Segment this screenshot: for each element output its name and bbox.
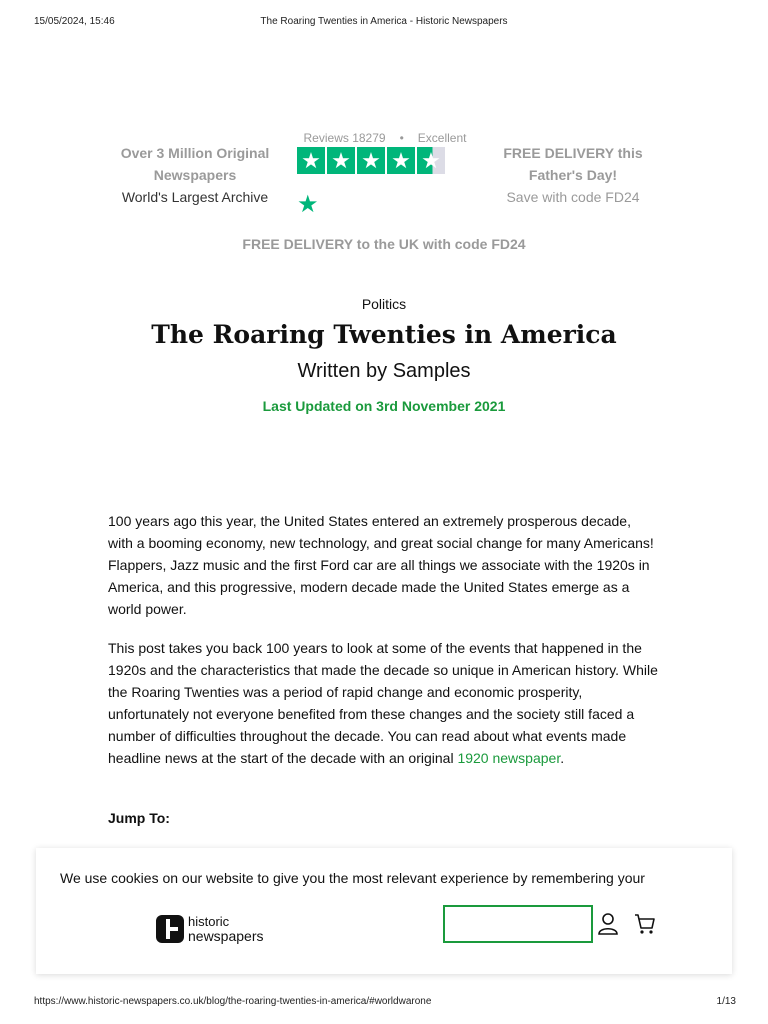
usp-archive-line1: Over 3 Million Original bbox=[120, 145, 270, 161]
article-category[interactable]: Politics bbox=[361, 296, 407, 312]
print-header bbox=[0, 16, 768, 30]
half-star-icon: ★ bbox=[417, 147, 445, 174]
print-datetime: 15/05/2024, 15:46 bbox=[34, 16, 115, 27]
usp-delivery-line3: Save with code FD24 bbox=[506, 189, 640, 205]
usp-delivery-line2: Father's Day! bbox=[528, 167, 618, 183]
star-icon: ★ bbox=[357, 147, 385, 174]
trustpilot-rating-word: Excellent bbox=[417, 131, 467, 145]
print-page-number: 1/13 bbox=[716, 996, 736, 1007]
article-byline: Written by Samples bbox=[297, 360, 471, 382]
trustpilot-stars[interactable] bbox=[297, 147, 447, 174]
trustpilot-separator: • bbox=[399, 131, 404, 145]
article-updated: Last Updated on 3rd November 2021 bbox=[262, 398, 506, 414]
usp-archive-line2: Newspapers bbox=[153, 167, 237, 183]
promo-banner: FREE DELIVERY to the UK with code FD24 bbox=[242, 236, 526, 252]
print-footer bbox=[0, 996, 768, 1010]
print-title: The Roaring Twenties in America - Historic Newspapers bbox=[260, 16, 508, 27]
logo-line2: newspapers bbox=[188, 928, 264, 944]
star-icon: ★ bbox=[327, 147, 355, 174]
paragraph-end: . bbox=[560, 750, 565, 766]
print-url: https://www.historic-newspapers.co.uk/blog/the-roaring-twenties-in-america/#worldwarone bbox=[34, 996, 432, 1007]
site-logo[interactable] bbox=[156, 915, 264, 943]
logo-wordmark bbox=[188, 915, 264, 943]
star-icon: ★ bbox=[387, 147, 415, 174]
search-input[interactable] bbox=[443, 905, 593, 943]
usp-archive bbox=[100, 142, 290, 208]
cookie-banner bbox=[36, 848, 732, 974]
paragraph-text: This post takes you back 100 years to look at some of the events that happened in the 1920s and the characteristics that made the decade so unique in American history. While the Roaring Twenties was a period of rapid change and economic prosperity, unfortunately not everyone benefited from these changes and the society still faced a number of difficulties throughout the decade. You can read about what events made headline news at the start of the decade with an original bbox=[108, 640, 658, 766]
usp-delivery-line1: FREE DELIVERY this bbox=[503, 145, 643, 161]
user-account-icon[interactable] bbox=[597, 912, 619, 936]
cookie-text: We use cookies on our website to give you the most relevant experience by remembering your bbox=[60, 870, 645, 886]
logo-line1: historic bbox=[188, 914, 230, 929]
1920-newspaper-link[interactable]: 1920 newspaper bbox=[457, 750, 561, 766]
trustpilot-meta[interactable] bbox=[280, 131, 490, 145]
trustpilot-logo-star-icon: ★ bbox=[297, 191, 319, 218]
star-icon: ★ bbox=[297, 147, 325, 174]
logo-mark-icon bbox=[156, 915, 184, 943]
usp-delivery bbox=[478, 142, 668, 208]
usp-archive-line3: World's Largest Archive bbox=[121, 189, 269, 205]
trustpilot-reviews: Reviews 18279 bbox=[303, 131, 386, 145]
shopping-cart-icon[interactable] bbox=[633, 912, 657, 936]
jump-to-heading: Jump To: bbox=[108, 810, 170, 826]
article-paragraph bbox=[108, 637, 658, 769]
article-title: The Roaring Twenties in America bbox=[151, 320, 617, 349]
article-paragraph: 100 years ago this year, the United States entered an extremely prosperous decade, with a booming economy, new technology, and great social change for many Americans! Flappers, Jazz music and the first Ford car are all things we associate with the 1920s in America, and this progressive, modern decade made the United States emerge as a world power. bbox=[108, 513, 654, 617]
